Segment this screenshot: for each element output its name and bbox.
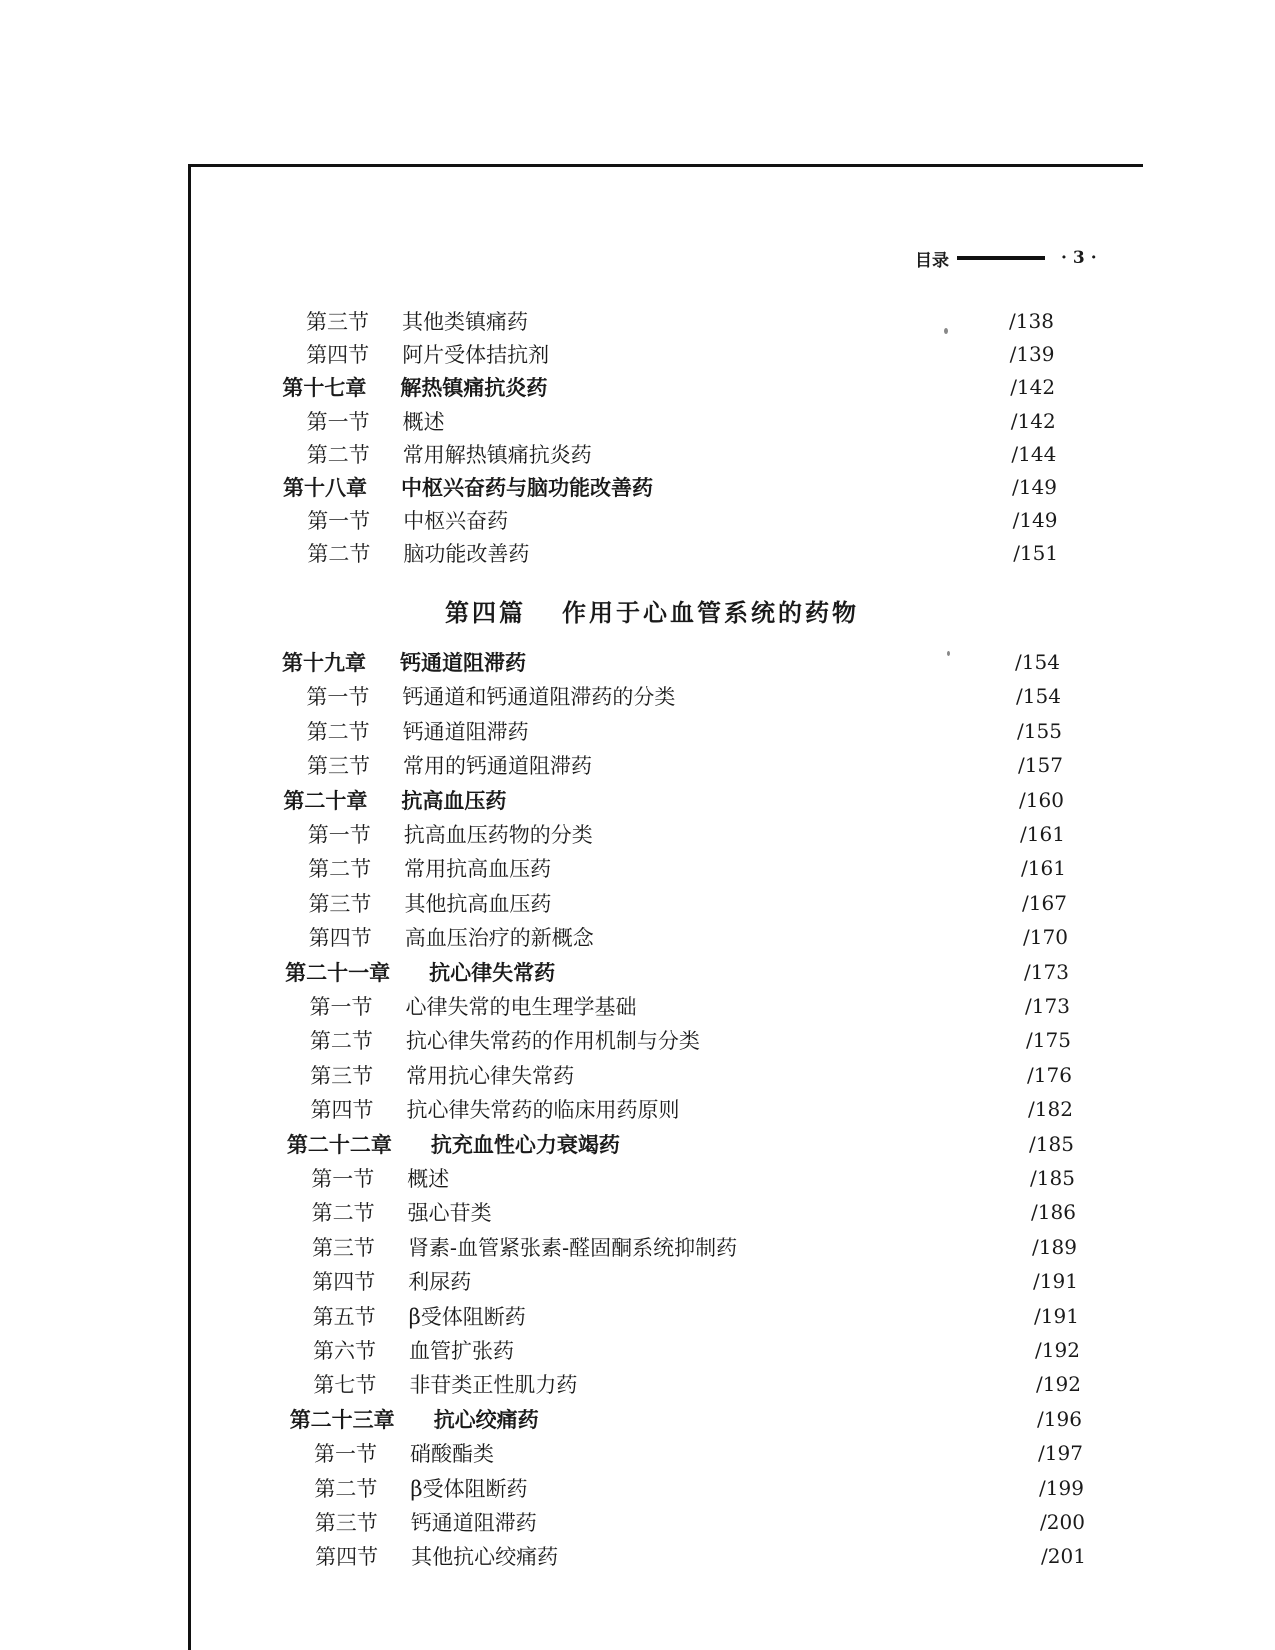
toc-page-number: /142 [1010,408,1056,433]
toc-section-row [312,1232,737,1262]
chapter-title: 抗高血压药 [401,787,507,813]
section-label: 第三节 [308,891,372,916]
chapter-title: 抗充血性心力衰竭药 [430,1131,620,1157]
section-title: 常用抗高血压药 [404,857,552,882]
toc-section-row [314,1473,527,1503]
section-title: 肾素-血管紧张素-醛固酮系统抑制药 [407,1235,738,1260]
section-label: 第一节 [307,823,371,847]
toc-page-number: /160 [1019,787,1064,812]
chapter-title: 解热镇痛抗炎药 [400,375,548,401]
section-label: 第三节 [310,1063,374,1088]
toc-page-number: /197 [1038,1441,1083,1466]
dot-right: · [1090,248,1097,268]
toc-page-number: /138 [1009,309,1054,333]
scan-speck [947,651,950,656]
section-title: 血管扩张药 [409,1339,514,1363]
section-title: β受体阻断药 [408,1304,526,1329]
toc-page-number: /185 [1029,1131,1074,1156]
toc-page-number: /182 [1028,1097,1073,1122]
section-title: 钙通道阻滞药 [410,1511,537,1535]
section-label: 第六节 [313,1339,376,1363]
section-title: 其他抗心绞痛药 [411,1545,559,1570]
toc-section-row [309,922,594,952]
toc-chapter-row [283,785,506,815]
toc-chapter-row [290,1404,539,1434]
toc-page-number: /173 [1024,959,1069,984]
section-label: 第四节 [310,1098,374,1123]
section-title: 常用抗心律失常药 [406,1063,575,1088]
toc-page-number: /185 [1030,1166,1075,1190]
section-label: 第二节 [314,1476,378,1501]
section-label: 第二节 [306,719,370,744]
toc-page-number: /192 [1035,1338,1080,1362]
section-title: 强心苷类 [407,1201,492,1226]
section-title: 硝酸酯类 [410,1442,495,1467]
running-head [915,245,1103,271]
section-label: 第四节 [308,926,372,951]
section-label: 第一节 [311,1167,375,1191]
toc-page-number: /176 [1027,1062,1072,1087]
toc-page-number: /155 [1017,718,1062,743]
section-title: 利尿药 [408,1270,472,1295]
chapter-label: 第十七章 [282,375,367,401]
toc-section-row [307,505,508,535]
running-head-rule [957,256,1045,260]
toc-section-row [307,538,529,568]
toc-section-row [307,716,529,746]
chapter-label: 第二十一章 [285,959,391,985]
section-label: 第二节 [309,1029,373,1054]
frame-left-rule [188,164,191,1650]
scan-speck [944,328,948,334]
part-title: 作用于心血管系统的药物 [562,597,859,627]
toc-section-row [307,439,592,469]
toc-page-number: /149 [1012,508,1058,533]
toc-page-number: /175 [1026,1028,1071,1053]
section-title: 常用的钙通道阻滞药 [403,754,593,779]
toc-page-number: /151 [1013,541,1059,566]
section-title: 心律失常的电生理学基础 [405,995,637,1019]
section-title: 抗心律失常药的作用机制与分类 [405,1029,700,1054]
toc-page-number: /173 [1025,994,1070,1018]
toc-page-number: /186 [1031,1200,1076,1225]
toc-section-row [315,1541,558,1571]
dot-left: · [1061,248,1067,268]
section-title: 概述 [402,409,445,434]
toc-section-row [314,1438,494,1468]
section-title: 抗高血压药物的分类 [403,823,593,847]
toc-page-number: /154 [1016,684,1061,709]
toc-page-number: /167 [1022,890,1067,915]
section-title: 中枢兴奋药 [403,509,509,534]
section-title: 钙通道和钙通道阻滞药的分类 [402,685,676,710]
section-title: 概述 [407,1167,450,1191]
section-label: 第四节 [312,1270,376,1295]
section-title: 脑功能改善药 [403,542,530,567]
section-label: 第二节 [307,542,371,567]
toc-page-number: /201 [1041,1544,1086,1569]
section-label: 第三节 [314,1511,378,1535]
toc-section-row [308,853,551,883]
running-head-label: 目录 [915,250,949,271]
section-label: 第一节 [314,1442,378,1467]
section-label: 第二节 [311,1201,375,1226]
section-label: 第七节 [313,1373,377,1398]
section-title: 钙通道阻滞药 [402,719,529,744]
section-label: 第一节 [306,409,370,434]
section-title: 阿片受体拮抗剂 [402,343,550,368]
toc-section-row [308,888,551,918]
chapter-title: 钙通道阻滞药 [400,650,526,675]
toc-page-number: /191 [1033,1269,1078,1294]
section-title: 其他类镇痛药 [402,310,528,334]
chapter-title: 中枢兴奋药与脑功能改善药 [401,475,653,500]
chapter-title: 抗心律失常药 [429,959,556,985]
toc-page-number: /170 [1023,925,1068,950]
toc-section-row [306,306,528,336]
section-label: 第四节 [306,343,370,368]
toc-section-row [315,1507,537,1537]
toc-section-row [306,681,675,711]
chapter-label: 第二十章 [283,787,368,813]
section-label: 第三节 [311,1235,375,1260]
part-label: 第四篇 [445,597,526,627]
section-title: 非苷类正性肌力药 [409,1373,578,1398]
page-number: 3 [1072,248,1085,268]
toc-chapter-row [287,1129,620,1159]
toc-section-row [307,750,592,780]
toc-page-number: /189 [1032,1234,1077,1259]
section-title: 抗心律失常药的临床用药原则 [406,1098,680,1123]
toc-chapter-row [283,472,653,502]
toc-page-number: /161 [1020,822,1065,846]
toc-page-number: /149 [1012,475,1057,499]
section-label: 第二节 [306,442,370,467]
toc-section-row [308,819,593,849]
chapter-label: 第十八章 [283,475,367,500]
toc-page-number: /200 [1040,1510,1085,1534]
toc-page-number: /199 [1039,1475,1084,1500]
chapter-label: 第二十三章 [289,1406,395,1432]
toc-page-number: /139 [1009,342,1055,367]
section-title: 高血压治疗的新概念 [404,926,594,951]
toc-section-row [311,1163,449,1193]
section-label: 第三节 [307,754,371,779]
toc-section-row [313,1335,514,1365]
toc-page-number: /191 [1034,1303,1079,1328]
toc-chapter-row [282,372,547,402]
toc-section-row [312,1197,492,1227]
toc-chapter-row [285,957,555,987]
section-label: 第一节 [309,995,373,1019]
section-label: 第五节 [312,1304,376,1329]
toc-section-row [310,991,637,1021]
toc-page-number: /154 [1015,650,1060,674]
section-label: 第一节 [306,685,370,710]
section-title: β受体阻断药 [410,1476,528,1501]
section-label: 第四节 [315,1545,379,1570]
section-title: 其他抗高血压药 [404,891,552,916]
toc-section-row [310,1025,700,1055]
toc-page-number: /196 [1037,1406,1082,1431]
toc-section-row [310,1060,574,1090]
toc-page-number: /161 [1021,856,1066,881]
part-heading [445,592,859,628]
section-label: 第一节 [307,509,371,534]
toc-page-number: /192 [1036,1372,1081,1397]
chapter-title: 抗心绞痛药 [433,1406,539,1432]
toc-section-row [312,1266,471,1296]
toc-section-row [307,406,445,436]
toc-section-row [311,1094,680,1124]
section-label: 第二节 [308,857,372,882]
chapter-label: 第十九章 [282,650,366,675]
toc-section-row [313,1301,526,1331]
toc-page-number: /142 [1010,375,1056,400]
toc-page-number: /157 [1018,753,1063,778]
toc-chapter-row [282,647,526,677]
chapter-label: 第二十二章 [286,1131,392,1157]
section-label: 第三节 [306,310,369,334]
toc-section-row [313,1369,577,1399]
toc-section-row [306,339,549,369]
frame-top-rule [188,164,1143,167]
section-title: 常用解热镇痛抗炎药 [402,442,592,467]
toc-page-number: /144 [1011,441,1057,466]
